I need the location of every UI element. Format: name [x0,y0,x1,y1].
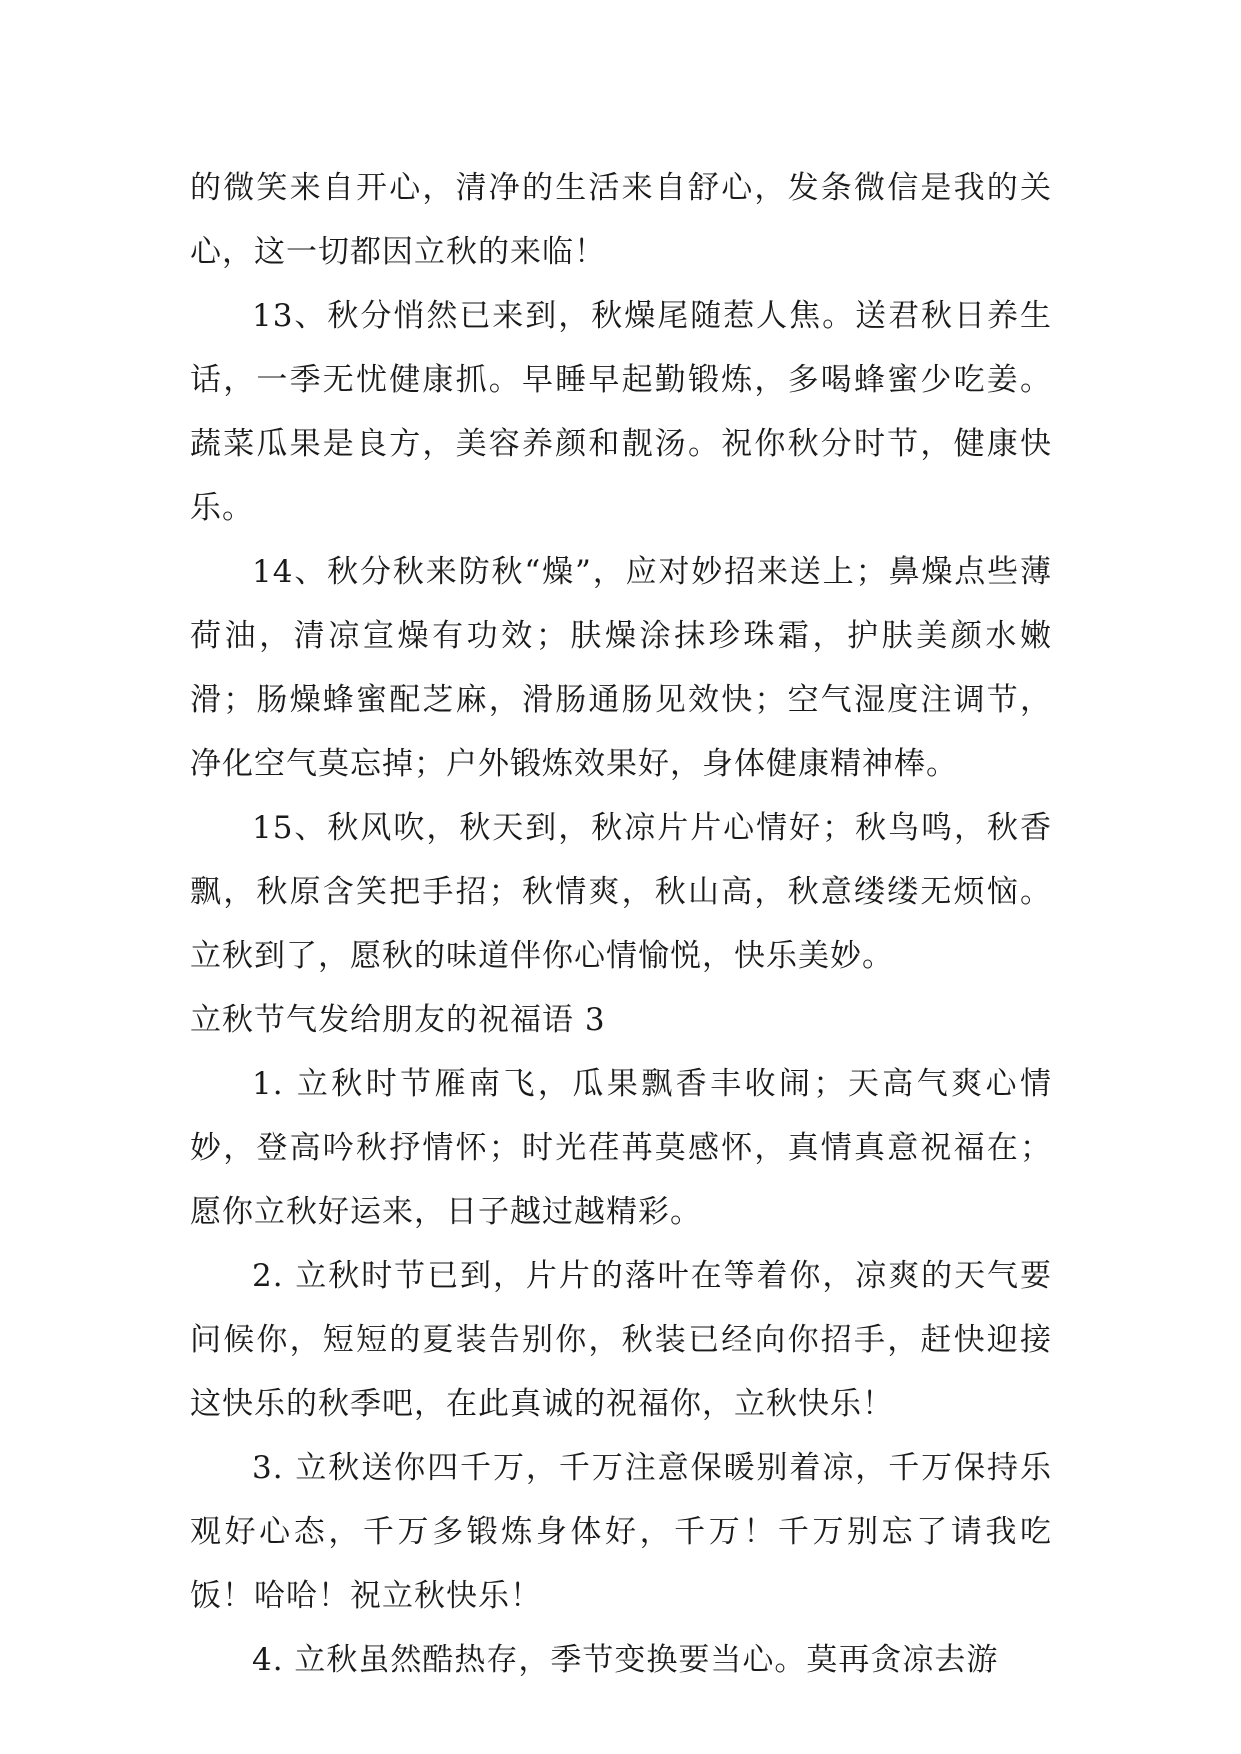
section-heading: 立秋节气发给朋友的祝福语 3 [190,1002,606,1038]
paragraph-item-1: 1. 立秋时节雁南飞，瓜果飘香丰收闹；天高气爽心情妙，登高吟秋抒情怀；时光荏苒莫感怀，真情真意祝福在；愿你立秋好运来，日子越过越精彩。 [190,1066,1052,1230]
paragraph-item-15: 15、秋风吹，秋天到，秋凉片片心情好；秋鸟鸣，秋香飘，秋原含笑把手招；秋情爽，秋山高，秋意缕缕无烦恼。立秋到了，愿秋的味道伴你心情愉悦，快乐美妙。 [190,810,1052,974]
paragraph-item-13: 13、秋分悄然已来到，秋燥尾随惹人焦。送君秋日养生话，一季无忧健康抓。早睡早起勤锻炼，多喝蜂蜜少吃姜。蔬菜瓜果是良方，美容养颜和靓汤。祝你秋分时节，健康快乐。 [190,298,1052,526]
paragraph-item-2: 2. 立秋时节已到，片片的落叶在等着你，凉爽的天气要问候你，短短的夏装告别你，秋装已经向你招手，赶快迎接这快乐的秋季吧，在此真诚的祝福你，立秋快乐！ [190,1258,1052,1422]
paragraph-item-4: 4. 立秋虽然酷热存，季节变换要当心。莫再贪凉去游 [252,1642,999,1678]
document-body [190,156,1052,1692]
paragraph-continuation: 的微笑来自开心，清净的生活来自舒心，发条微信是我的关心，这一切都因立秋的来临！ [190,170,1052,270]
paragraph-item-14: 14、秋分秋来防秋“燥”，应对妙招来送上；鼻燥点些薄荷油，清凉宣燥有功效；肤燥涂抹珍珠霜，护肤美颜水嫩滑；肠燥蜂蜜配芝麻，滑肠通肠见效快；空气湿度注调节，净化空气莫忘掉；户外锻炼效果好，身体健康精神棒。 [190,554,1052,782]
paragraph-item-3: 3. 立秋送你四千万，千万注意保暖别着凉，千万保持乐观好心态，千万多锻炼身体好，千万！千万别忘了请我吃饭！哈哈！祝立秋快乐！ [190,1450,1052,1614]
